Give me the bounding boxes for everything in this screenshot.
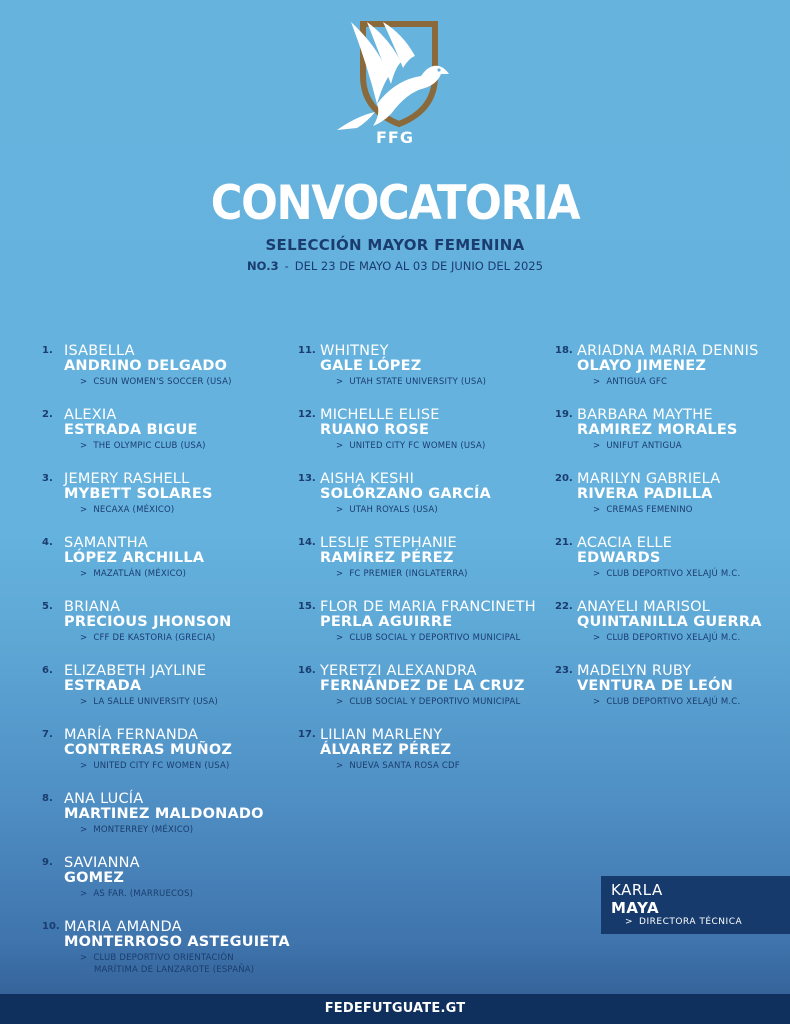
player-club [593, 632, 740, 644]
arrow-icon: > [593, 441, 601, 451]
player-last-name: ANDRINO DELGADO [64, 358, 228, 374]
player-number: 21. [555, 537, 573, 548]
player-club-name: ANTIGUA GFC [606, 377, 668, 387]
player-club [80, 376, 232, 388]
player-club [80, 568, 186, 580]
player-number: 5. [42, 601, 53, 612]
player-number: 7. [42, 729, 53, 740]
player-club-name: UNITED CITY FC WOMEN (USA) [349, 441, 486, 451]
player-club-name: CLUB DEPORTIVO ORIENTACIÓN [93, 953, 234, 963]
player-last-name: EDWARDS [577, 550, 661, 566]
player-club-name: CLUB DEPORTIVO XELAJÚ M.C. [606, 697, 741, 707]
arrow-icon: > [336, 569, 344, 579]
player-first-name: MARILYN GABRIELA [577, 471, 721, 487]
player-club-name: AS FAR. (MARRUECOS) [93, 889, 194, 899]
player-club-name: FC PREMIER (INGLATERRA) [349, 569, 468, 579]
player-club [80, 696, 218, 708]
player-number: 3. [42, 473, 53, 484]
callup-number: NO.3 [247, 259, 279, 273]
player-club-name: MAZATLÁN (MÉXICO) [93, 569, 187, 579]
player-club [593, 440, 682, 452]
player-number: 17. [298, 729, 316, 740]
player-first-name: ALEXIA [64, 407, 117, 423]
player-last-name: FERNÁNDEZ DE LA CRUZ [320, 678, 525, 694]
coach-last-name: MAYA [611, 899, 660, 917]
player-first-name: ISABELLA [64, 343, 135, 359]
player-first-name: ANAYELI MARISOL [577, 599, 711, 615]
federation-acronym: FFG [376, 128, 414, 147]
separator: - [284, 259, 289, 273]
player-club [80, 632, 215, 644]
player-first-name: BARBARA MAYTHE [577, 407, 713, 423]
player-last-name: RUANO ROSE [320, 422, 430, 438]
player-number: 20. [555, 473, 573, 484]
arrow-icon: > [80, 441, 88, 451]
page-subtitle: SELECCIÓN MAYOR FEMENINA [265, 236, 525, 254]
player-club [336, 568, 468, 580]
player-first-name: LILIAN MARLENY [320, 727, 443, 743]
arrow-icon: > [593, 697, 601, 707]
player-club-name: UNIFUT ANTIGUA [606, 441, 682, 451]
player-number: 18. [555, 345, 573, 356]
player-last-name: ESTRADA [64, 678, 142, 694]
player-club-name: CSUN WOMEN'S SOCCER (USA) [93, 377, 232, 387]
footer-bar [0, 994, 790, 1024]
player-number: 16. [298, 665, 316, 676]
player-first-name: SAVIANNA [64, 855, 140, 871]
player-number: 14. [298, 537, 316, 548]
player-number: 11. [298, 345, 316, 356]
player-first-name: MICHELLE ELISE [320, 407, 440, 423]
arrow-icon: > [593, 377, 601, 387]
arrow-icon: > [80, 825, 88, 835]
coach-first-name: KARLA [611, 881, 663, 899]
player-club-name: NUEVA SANTA ROSA CDF [349, 761, 460, 771]
player-club [336, 760, 460, 772]
player-first-name: ACACIA ELLE [577, 535, 673, 551]
player-club-name: CLUB DEPORTIVO XELAJÚ M.C. [606, 633, 741, 643]
player-last-name: GALE LÓPEZ [320, 358, 422, 374]
arrow-icon: > [80, 505, 88, 515]
arrow-icon: > [336, 505, 344, 515]
player-last-name: OLAYO JIMENEZ [577, 358, 707, 374]
player-last-name: GOMEZ [64, 870, 125, 886]
quetzal-shield-logo-icon [337, 18, 453, 130]
arrow-icon: > [80, 889, 88, 899]
player-club-name: NECAXA (MÉXICO) [93, 505, 175, 515]
player-club [336, 440, 486, 452]
player-last-name: CONTRERAS MUÑOZ [64, 742, 233, 758]
arrow-icon: > [80, 953, 88, 963]
arrow-icon: > [336, 633, 344, 643]
player-first-name: FLOR DE MARIA FRANCINETH [320, 599, 536, 615]
player-last-name: MYBETT SOLARES [64, 486, 213, 502]
player-club-name: MONTERREY (MÉXICO) [93, 825, 194, 835]
player-club-name: CREMAS FEMENINO [606, 505, 693, 515]
arrow-icon: > [593, 505, 601, 515]
arrow-icon: > [80, 569, 88, 579]
player-number: 23. [555, 665, 573, 676]
player-first-name: ARIADNA MARIA DENNIS [577, 343, 759, 359]
coach-role-label: DIRECTORA TÉCNICA [639, 917, 743, 927]
arrow-icon: > [80, 761, 88, 771]
player-club-name: UTAH STATE UNIVERSITY (USA) [349, 377, 487, 387]
player-first-name: MARÍA FERNANDA [64, 727, 199, 743]
coach-box [601, 876, 790, 934]
player-number: 22. [555, 601, 573, 612]
player-club [593, 376, 667, 388]
player-club-name: LA SALLE UNIVERSITY (USA) [93, 697, 219, 707]
arrow-icon: > [80, 633, 88, 643]
player-club [336, 632, 520, 644]
player-club [80, 888, 193, 900]
player-first-name: JEMERY RASHELL [64, 471, 190, 487]
player-last-name: ESTRADA BIGUE [64, 422, 198, 438]
player-last-name: SOLÓRZANO GARCÍA [320, 486, 491, 502]
arrow-icon: > [336, 761, 344, 771]
player-first-name: YERETZI ALEXANDRA [320, 663, 477, 679]
player-first-name: ANA LUCÍA [64, 791, 144, 807]
player-first-name: AISHA KESHI [320, 471, 415, 487]
player-club [336, 696, 520, 708]
player-number: 13. [298, 473, 316, 484]
arrow-icon: > [336, 441, 344, 451]
player-club [336, 504, 438, 516]
player-club-name: CLUB SOCIAL Y DEPORTIVO MUNICIPAL [349, 697, 521, 707]
player-last-name: RAMÍREZ PÉREZ [320, 550, 454, 566]
player-first-name: LESLIE STEPHANIE [320, 535, 457, 551]
callup-dates-line [0, 259, 790, 273]
player-club [593, 568, 740, 580]
player-last-name: RAMIREZ MORALES [577, 422, 738, 438]
player-club-name: THE OLYMPIC CLUB (USA) [93, 441, 206, 451]
player-last-name: VENTURA DE LEÓN [577, 678, 733, 694]
website-link[interactable]: FEDEFUTGUATE.GT [324, 1001, 466, 1016]
player-club [80, 952, 254, 976]
player-last-name: PERLA AGUIRRE [320, 614, 453, 630]
player-club-name: CLUB SOCIAL Y DEPORTIVO MUNICIPAL [349, 633, 521, 643]
player-club-name: UTAH ROYALS (USA) [349, 505, 438, 515]
player-number: 6. [42, 665, 53, 676]
arrow-icon: > [593, 569, 601, 579]
arrow-icon: > [80, 697, 88, 707]
player-club-name-line2: MARÍTIMA DE LANZAROTE (ESPAÑA) [94, 965, 255, 975]
player-number: 15. [298, 601, 316, 612]
player-first-name: BRIANA [64, 599, 121, 615]
player-last-name: LÓPEZ ARCHILLA [64, 550, 205, 566]
player-last-name: PRECIOUS JHONSON [64, 614, 232, 630]
player-last-name: MARTINEZ MALDONADO [64, 806, 264, 822]
player-first-name: ELIZABETH JAYLINE [64, 663, 207, 679]
callup-dates: DEL 23 DE MAYO AL 03 DE JUNIO DEL 2025 [294, 259, 543, 273]
player-club [80, 824, 193, 836]
player-number: 1. [42, 345, 53, 356]
player-club [593, 696, 740, 708]
page-title: CONVOCATORIA [210, 176, 580, 231]
player-first-name: MADELYN RUBY [577, 663, 692, 679]
player-club-name: CLUB DEPORTIVO XELAJÚ M.C. [606, 569, 741, 579]
player-last-name: RIVERA PADILLA [577, 486, 713, 502]
player-last-name: MONTERROSO ASTEGUIETA [64, 934, 290, 950]
player-club-name: CFF DE KASTORIA (GRECIA) [93, 633, 216, 643]
player-number: 10. [42, 921, 60, 932]
player-last-name: ÁLVAREZ PÉREZ [320, 742, 452, 758]
player-number: 19. [555, 409, 573, 420]
player-number: 4. [42, 537, 53, 548]
arrow-icon: > [625, 917, 634, 927]
player-club [80, 760, 230, 772]
arrow-icon: > [336, 697, 344, 707]
player-first-name: WHITNEY [320, 343, 389, 359]
player-number: 2. [42, 409, 53, 420]
player-first-name: MARIA AMANDA [64, 919, 182, 935]
player-number: 8. [42, 793, 53, 804]
player-club [593, 504, 693, 516]
player-first-name: SAMANTHA [64, 535, 148, 551]
player-club-name: UNITED CITY FC WOMEN (USA) [93, 761, 230, 771]
arrow-icon: > [593, 633, 601, 643]
player-club [336, 376, 486, 388]
arrow-icon: > [336, 377, 344, 387]
player-last-name: QUINTANILLA GUERRA [577, 614, 762, 630]
coach-role [625, 917, 742, 927]
player-number: 12. [298, 409, 316, 420]
player-club [80, 504, 174, 516]
player-club [80, 440, 206, 452]
arrow-icon: > [80, 377, 88, 387]
player-number: 9. [42, 857, 53, 868]
